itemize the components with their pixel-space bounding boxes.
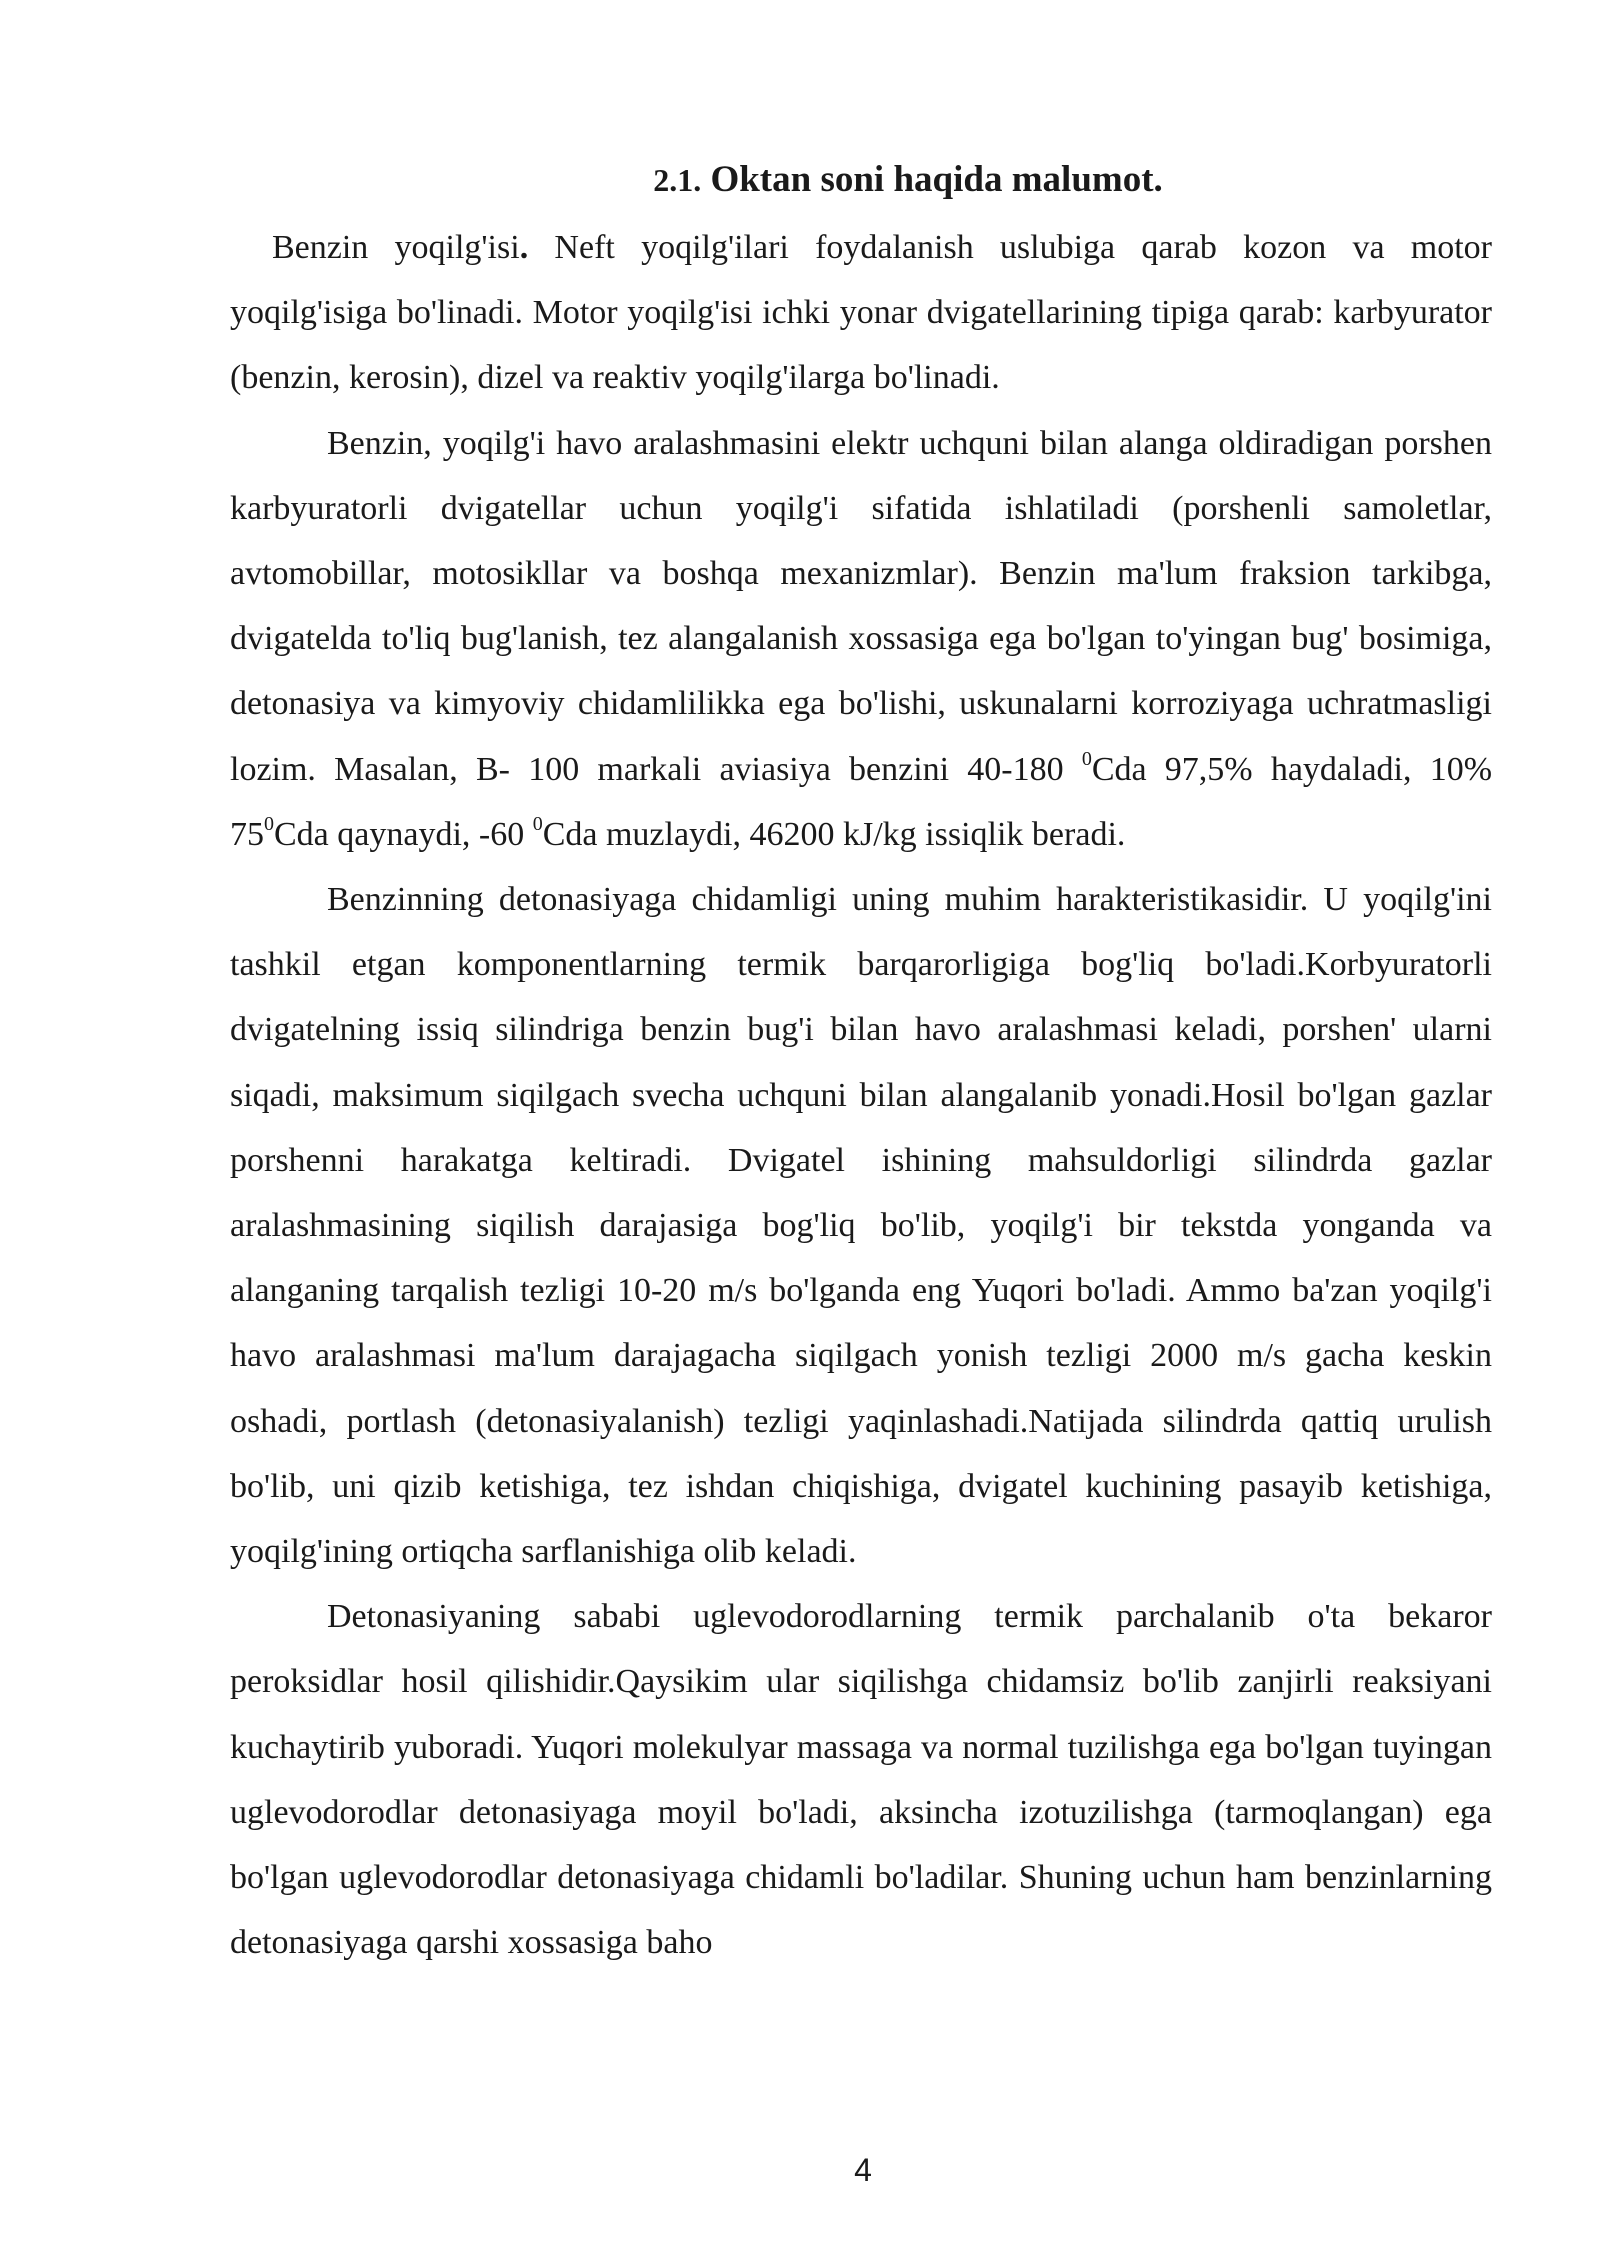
paragraph-1-lead: Benzin yoqilg'isi — [272, 229, 520, 266]
degree-superscript: 0 — [1081, 747, 1092, 770]
paragraph-1 — [230, 215, 1492, 411]
paragraph-2 — [230, 411, 1492, 867]
degree-superscript: 0 — [264, 812, 274, 835]
degree-superscript: 0 — [532, 812, 543, 835]
paragraph-1-lead-punct: . — [519, 229, 529, 266]
paragraph-2-part-c: Cda qaynaydi, -60 — [274, 815, 525, 853]
paragraph-2-part-b: Cda 97,5% haydaladi, 10% 75 — [230, 750, 1493, 853]
page-number: 4 — [854, 2152, 872, 2188]
paragraph-2-part-d: Cda muzlaydi, 46200 kJ/kg issiqlik beradi. — [542, 815, 1126, 853]
section-heading — [0, 150, 1600, 210]
document-body — [230, 215, 1492, 1975]
section-number: 2.1. — [653, 162, 702, 198]
paragraph-3: Benzinning detonasiyaga chidamligi uning muhim harakteristikasidir. U yoqilg'ini tashkil etgan komponentlarning termik barqarorligiga bog'liq bo'ladi.Korbyuratorli dvigatelning issiq silindriga benzin bug'i bilan havo aralashmasi keladi, porshen' ularni siqadi, maksimum siqilgach svecha uchquni bilan alangalanib yonadi.Hosil bo'lgan gazlar porshenni harakatga keltiradi. Dvigatel ishining mahsuldorligi silindrda gazlar aralashmasining siqilish darajasiga bog'liq bo'lib, yoqilg'i bir tekstda yonganda va alanganing tarqalish tezligi 10-20 m/s bo'lganda eng Yuqori bo'ladi. Ammo ba'zan yoqilg'i havo aralashmasi ma'lum darajagacha siqilgach yonish tezligi 2000 m/s gacha keskin oshadi, portlash (detonasiyalanish) tezligi yaqinlashadi.Natijada silindrda qattiq urulish bo'lib, uni qizib ketishiga, tez ishdan chiqishiga, dvigatel kuchining pasayib ketishiga, yoqilg'ining ortiqcha sarflanishiga olib keladi. — [230, 881, 1492, 1571]
section-title: Oktan soni haqida malumot. — [710, 159, 1163, 200]
paragraph-1-text: Neft yoqilg'ilari foydalanish uslubiga qarab kozon va motor yoqilg'isiga bo'linadi. Motor yoqilg'isi ichki yonar dvigatellarining tipiga qarab: karbyurator (benzin, kerosin), dizel va reaktiv yoqilg'ilarga bo'linadi. — [230, 229, 1492, 397]
paragraph-4: Detonasiyaning sababi uglevodorodlarning termik parchalanib o'ta bekaror peroksidlar hosil qilishidir.Qaysikim ular siqilishga chidamsiz bo'lib zanjirli reaksiyani kuchaytirib yuboradi. Yuqori molekulyar massaga va normal tuzilishga ega bo'lgan tuyingan uglevodorodlar detonasiyaga moyil bo'ladi, aksincha izotuzilishga (tarmoqlangan) ega bo'lgan uglevodorodlar detonasiyaga chidamli bo'ladilar. Shuning uchun ham benzinlarning detonasiyaga qarshi xossasiga baho — [230, 1598, 1492, 1962]
paragraph-2-part-a: Benzin, yoqilg'i havo aralashmasini elektr uchquni bilan alanga oldiradigan porshen karbyuratorli dvigatellar uchun yoqilg'i sifatida ishlatiladi (porshenli samoletlar, avtomobillar, motosikllar va boshqa mexanizmlar). Benzin ma'lum fraksion tarkibga, dvigatelda to'liq bug'lanish, tez alangalanish xossasiga ega bo'lgan to'yingan bug' bosimiga, detonasiya va kimyoviy chidamlilikka ega bo'lishi, uskunalarni korroziyaga uchratmasligi lozim. Masalan, B- 100 markali aviasiya benzini 40-180 — [230, 424, 1492, 788]
